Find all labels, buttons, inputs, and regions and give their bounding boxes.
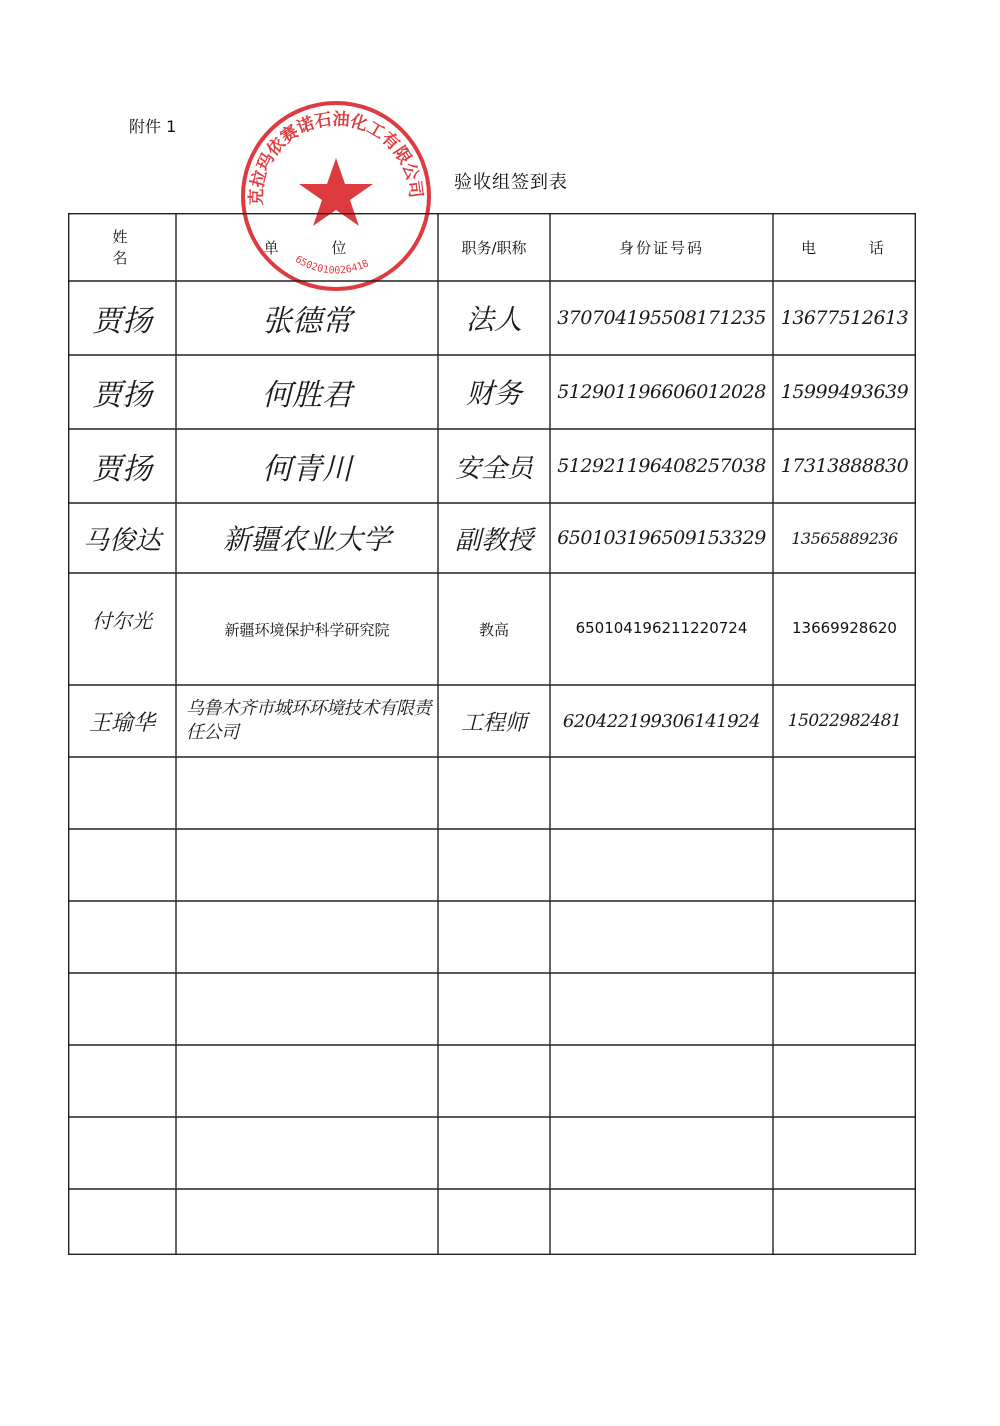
attachment-label: 附件 1 [129, 117, 177, 136]
sign-in-table [68, 213, 916, 1255]
row-6-position: 工程师 [460, 710, 527, 736]
row-4-unit: 新疆农业大学 [222, 523, 391, 556]
page-title: 验收组签到表 [454, 172, 568, 193]
row-3-position: 安全员 [454, 453, 533, 484]
stamp-code-text: 6502010026418 [292, 254, 371, 277]
row-6-unit: 乌鲁木齐市城环环境技术有限责任公司 [186, 697, 431, 743]
header-unit: 单 位 [263, 238, 371, 257]
row-6-name: 王瑜华 [88, 710, 155, 736]
row-5-position: 教高 [478, 621, 509, 639]
row-3-phone: 17313888830 [780, 455, 909, 477]
row-3-name: 贾扬 [92, 452, 152, 487]
row-2-id-number: 512901196606012028 [557, 381, 766, 403]
row-5-id-number: 650104196211220724 [575, 619, 748, 637]
header-id-number: 身份证号码 [618, 238, 704, 257]
row-5-unit: 新疆环境保护科学研究院 [224, 621, 390, 639]
row-3-id-number: 512921196408257038 [557, 455, 766, 477]
row-4-name: 马俊达 [82, 525, 161, 556]
stamp-company-text: 克拉玛依赛诺石油化工有限公司 [246, 109, 426, 206]
row-2-name: 贾扬 [92, 378, 152, 413]
row-4-phone: 13565889236 [791, 528, 898, 548]
row-1-position: 法人 [465, 303, 522, 336]
row-5-phone: 13669928620 [792, 619, 897, 637]
row-2-phone: 15999493639 [780, 381, 909, 403]
row-6-phone: 15022982481 [787, 711, 902, 731]
header-phone: 电 话 [801, 238, 908, 257]
row-5-name: 付尔光 [92, 609, 152, 633]
header-name: 姓 名 [112, 228, 152, 267]
row-2-position: 财务 [465, 377, 522, 410]
header-position: 职务/职称 [461, 238, 527, 257]
row-1-id-number: 370704195508171235 [557, 307, 766, 329]
row-6-id-number: 620422199306141924 [562, 710, 761, 732]
row-3-unit: 何青川 [262, 452, 352, 487]
row-2-unit: 何胜君 [262, 378, 352, 413]
row-1-phone: 13677512613 [780, 307, 909, 329]
row-4-id-number: 650103196509153329 [557, 527, 766, 549]
row-1-name: 贾扬 [92, 304, 152, 339]
row-1-unit: 张德常 [262, 304, 352, 339]
row-4-position: 副教授 [454, 525, 533, 556]
